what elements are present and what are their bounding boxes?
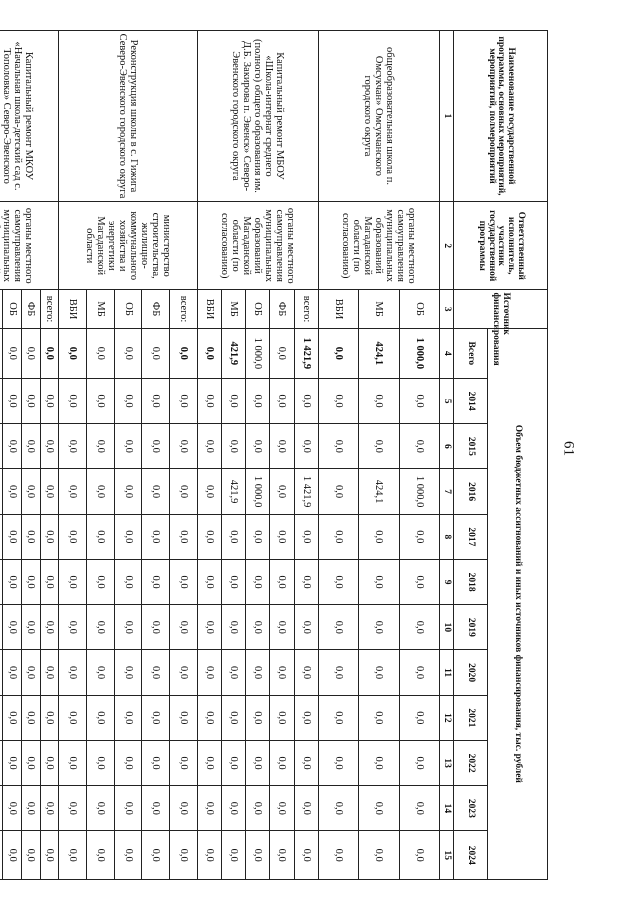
year-value: 0,0 (59, 831, 87, 880)
total-value: 0,0 (197, 328, 221, 378)
year-value: 0,0 (40, 650, 59, 695)
year-value: 0,0 (359, 740, 399, 785)
responsible-executor: органы местного самоуправления муниципальных (0, 201, 59, 290)
header-responsible: Ответственный исполнитель, участник государственной программы (454, 201, 548, 290)
funding-source: ФБ (270, 290, 294, 328)
year-value: 0,0 (318, 469, 358, 514)
header-colnum-10: 10 (440, 605, 454, 650)
year-value: 0,0 (197, 740, 221, 785)
year-value: 0,0 (359, 424, 399, 469)
year-value: 0,0 (142, 740, 170, 785)
year-value: 0,0 (197, 424, 221, 469)
year-value (0, 605, 3, 650)
year-value: 0,0 (246, 831, 270, 880)
year-value: 0,0 (40, 469, 59, 514)
total-value: 424,1 (359, 328, 399, 378)
year-value: 0,0 (87, 650, 115, 695)
year-value: 424,1 (359, 469, 399, 514)
funding-source: всего: (294, 290, 318, 328)
year-value: 0,0 (399, 605, 439, 650)
year-value: 0,0 (40, 605, 59, 650)
year-value: 0,0 (270, 469, 294, 514)
table-row (294, 31, 318, 880)
year-value: 0,0 (246, 514, 270, 559)
year-value: 0,0 (22, 514, 41, 559)
header-volume: Объем бюджетных ассигнований и иных источников финансирования, тыс. рублей (488, 328, 548, 879)
year-value: 0,0 (59, 786, 87, 831)
year-value: 0,0 (399, 514, 439, 559)
year-value: 0,0 (318, 559, 358, 604)
total-value: 0,0 (270, 328, 294, 378)
year-value: 0,0 (114, 469, 142, 514)
year-value (0, 514, 3, 559)
year-value: 0,0 (221, 605, 245, 650)
year-value: 0,0 (270, 378, 294, 423)
year-value: 0,0 (114, 695, 142, 740)
measure-name: Капитальный ремонт МКОУ «Начальная школа-детский сад с. Тополовка» Северо-Эвенского (0, 31, 59, 202)
year-value: 0,0 (197, 378, 221, 423)
year-value: 0,0 (142, 695, 170, 740)
header-colnum-15: 15 (440, 831, 454, 880)
header-year-2022: 2022 (454, 740, 488, 785)
header-year-2018: 2018 (454, 559, 488, 604)
total-value: 0,0 (59, 328, 87, 378)
header-source: Источник финансирования (454, 290, 548, 328)
year-value: 0,0 (270, 695, 294, 740)
year-value: 0,0 (40, 740, 59, 785)
year-value: 0,0 (3, 424, 22, 469)
year-value: 0,0 (197, 514, 221, 559)
funding-source (0, 290, 3, 328)
year-value: 0,0 (169, 514, 197, 559)
year-value: 0,0 (246, 740, 270, 785)
year-value (0, 786, 3, 831)
year-value: 1 421,9 (294, 469, 318, 514)
year-value: 0,0 (22, 605, 41, 650)
header-colnum-11: 11 (440, 650, 454, 695)
responsible-executor: органы местного самоуправления муниципальных образований Магаданской области (по согласованию) (318, 201, 439, 290)
total-value: 0,0 (22, 328, 41, 378)
year-value: 0,0 (294, 740, 318, 785)
year-value: 0,0 (294, 514, 318, 559)
measure-name: Капитальный ремонт МБОУ «Школа-интернат среднего (полного) общего образования им. Д.Б. Закирова п. Эвенск» Северо-Эвенского городского округа (197, 31, 318, 202)
header-year-2016: 2016 (454, 469, 488, 514)
year-value: 0,0 (169, 378, 197, 423)
year-value: 0,0 (114, 786, 142, 831)
year-value: 0,0 (87, 424, 115, 469)
year-value: 0,0 (270, 740, 294, 785)
year-value: 0,0 (22, 469, 41, 514)
year-value: 0,0 (114, 831, 142, 880)
total-value: 0,0 (40, 328, 59, 378)
year-value: 0,0 (318, 514, 358, 559)
year-value: 0,0 (59, 695, 87, 740)
year-value: 0,0 (142, 786, 170, 831)
funding-source: ФБ (22, 290, 41, 328)
year-value: 0,0 (59, 559, 87, 604)
year-value: 0,0 (59, 424, 87, 469)
year-value (0, 559, 3, 604)
year-value: 0,0 (87, 831, 115, 880)
year-value: 0,0 (197, 650, 221, 695)
header-colnum-6: 6 (440, 424, 454, 469)
year-value: 0,0 (359, 559, 399, 604)
year-value: 0,0 (87, 740, 115, 785)
year-value: 0,0 (3, 831, 22, 880)
year-value (0, 650, 3, 695)
year-value: 0,0 (246, 378, 270, 423)
header-year-2017: 2017 (454, 514, 488, 559)
year-value: 0,0 (142, 469, 170, 514)
year-value: 0,0 (318, 605, 358, 650)
rotated-page (0, 30, 548, 880)
funding-source: всего: (169, 290, 197, 328)
table-row (169, 31, 197, 880)
funding-source: ОБ (3, 290, 22, 328)
year-value: 0,0 (221, 514, 245, 559)
header-colnum-13: 13 (440, 740, 454, 785)
year-value: 0,0 (246, 424, 270, 469)
year-value: 0,0 (87, 786, 115, 831)
year-value: 0,0 (169, 786, 197, 831)
header-colnum-7: 7 (440, 469, 454, 514)
year-value: 0,0 (3, 469, 22, 514)
year-value: 0,0 (22, 740, 41, 785)
funding-source: ВБИ (318, 290, 358, 328)
year-value: 0,0 (114, 650, 142, 695)
year-value: 0,0 (359, 514, 399, 559)
funding-source: МБ (221, 290, 245, 328)
year-value: 0,0 (3, 695, 22, 740)
year-value: 0,0 (294, 378, 318, 423)
year-value: 0,0 (87, 695, 115, 740)
page-number: 61 (560, 441, 577, 456)
year-value: 0,0 (40, 424, 59, 469)
total-value: 1 421,9 (294, 328, 318, 378)
year-value: 0,0 (87, 469, 115, 514)
total-value: 0,0 (318, 328, 358, 378)
measure-name: Реконструкция школы в с. Гижига Северо-Эвенского городского округа (59, 31, 197, 202)
year-value: 0,0 (22, 650, 41, 695)
header-year-2019: 2019 (454, 605, 488, 650)
year-value: 0,0 (294, 559, 318, 604)
year-value (0, 831, 3, 880)
year-value: 0,0 (59, 605, 87, 650)
year-value: 0,0 (270, 831, 294, 880)
year-value: 0,0 (142, 831, 170, 880)
year-value: 0,0 (318, 650, 358, 695)
year-value: 0,0 (3, 786, 22, 831)
year-value: 0,0 (294, 786, 318, 831)
header-year-2020: 2020 (454, 650, 488, 695)
year-value: 0,0 (142, 559, 170, 604)
year-value (0, 378, 3, 423)
year-value: 0,0 (114, 605, 142, 650)
year-value: 0,0 (221, 559, 245, 604)
year-value: 0,0 (359, 786, 399, 831)
year-value: 0,0 (22, 786, 41, 831)
year-value (0, 695, 3, 740)
year-value: 0,0 (169, 740, 197, 785)
year-value: 0,0 (270, 650, 294, 695)
header-numbers-row (440, 31, 454, 880)
year-value: 1 000,0 (399, 469, 439, 514)
header-colnum-9: 9 (440, 559, 454, 604)
table-row (40, 31, 59, 880)
funding-source: МБ (359, 290, 399, 328)
year-value: 0,0 (142, 378, 170, 423)
year-value: 0,0 (169, 695, 197, 740)
year-value: 0,0 (40, 786, 59, 831)
year-value: 0,0 (270, 424, 294, 469)
year-value: 0,0 (3, 378, 22, 423)
header-colnum-4: 4 (440, 328, 454, 378)
year-value: 0,0 (87, 514, 115, 559)
funding-source: ОБ (399, 290, 439, 328)
header-colnum-12: 12 (440, 695, 454, 740)
year-value: 0,0 (246, 559, 270, 604)
year-value: 0,0 (169, 469, 197, 514)
year-value: 0,0 (197, 605, 221, 650)
year-value: 421,9 (221, 469, 245, 514)
year-value: 0,0 (270, 605, 294, 650)
year-value: 0,0 (294, 424, 318, 469)
year-value: 0,0 (221, 740, 245, 785)
year-value: 0,0 (318, 831, 358, 880)
year-value: 0,0 (270, 559, 294, 604)
year-value: 0,0 (59, 650, 87, 695)
year-value: 0,0 (318, 424, 358, 469)
funding-source: всего: (40, 290, 59, 328)
year-value: 0,0 (359, 605, 399, 650)
year-value: 0,0 (294, 695, 318, 740)
year-value: 0,0 (399, 695, 439, 740)
header-year-2014: 2014 (454, 378, 488, 423)
year-value: 0,0 (246, 695, 270, 740)
total-value (0, 328, 3, 378)
year-value: 0,0 (399, 424, 439, 469)
year-value: 0,0 (399, 831, 439, 880)
header-colnum-2: 2 (440, 201, 454, 290)
header-year-2024: 2024 (454, 831, 488, 880)
year-value: 0,0 (22, 559, 41, 604)
responsible-executor: министерство строительства, жилищно-коммунального хозяйства и энергетики Магаданской области (59, 201, 197, 290)
year-value: 0,0 (294, 650, 318, 695)
year-value: 0,0 (359, 831, 399, 880)
year-value: 0,0 (169, 424, 197, 469)
funding-source: ОБ (114, 290, 142, 328)
year-value: 0,0 (221, 424, 245, 469)
year-value: 0,0 (114, 514, 142, 559)
year-value (0, 424, 3, 469)
year-value: 0,0 (114, 740, 142, 785)
table-body (0, 31, 440, 880)
year-value: 0,0 (114, 559, 142, 604)
total-value: 0,0 (169, 328, 197, 378)
year-value: 0,0 (59, 740, 87, 785)
year-value: 0,0 (246, 605, 270, 650)
year-value: 0,0 (246, 650, 270, 695)
header-year-2015: 2015 (454, 424, 488, 469)
funding-source: ВБИ (197, 290, 221, 328)
year-value: 0,0 (142, 605, 170, 650)
header-colnum-3: 3 (440, 290, 454, 328)
header-colnum-14: 14 (440, 786, 454, 831)
year-value: 0,0 (22, 831, 41, 880)
year-value: 0,0 (40, 514, 59, 559)
total-value: 0,0 (87, 328, 115, 378)
total-value: 0,0 (114, 328, 142, 378)
year-value: 0,0 (169, 605, 197, 650)
year-value: 0,0 (318, 740, 358, 785)
year-value: 0,0 (221, 695, 245, 740)
year-value: 0,0 (59, 469, 87, 514)
year-value: 0,0 (197, 831, 221, 880)
year-value: 0,0 (40, 378, 59, 423)
year-value: 0,0 (221, 786, 245, 831)
year-value: 0,0 (142, 514, 170, 559)
year-value (0, 469, 3, 514)
year-value: 0,0 (142, 650, 170, 695)
year-value: 0,0 (399, 559, 439, 604)
year-value: 0,0 (40, 559, 59, 604)
year-value: 0,0 (359, 378, 399, 423)
year-value: 0,0 (22, 378, 41, 423)
year-value: 0,0 (169, 559, 197, 604)
year-value: 0,0 (22, 695, 41, 740)
year-value: 0,0 (59, 378, 87, 423)
year-value: 0,0 (40, 695, 59, 740)
table-header (440, 31, 548, 880)
year-value: 0,0 (169, 650, 197, 695)
year-value: 0,0 (359, 650, 399, 695)
measure-name: общеобразовательная школа п. Омсукчан» Омсукчанского городского округа (318, 31, 439, 202)
year-value: 0,0 (399, 740, 439, 785)
year-value: 0,0 (359, 695, 399, 740)
funding-source: ФБ (142, 290, 170, 328)
year-value: 0,0 (3, 740, 22, 785)
year-value: 0,0 (197, 695, 221, 740)
header-colnum-1: 1 (440, 31, 454, 202)
year-value: 0,0 (169, 831, 197, 880)
year-value: 1 000,0 (246, 469, 270, 514)
year-value: 0,0 (270, 514, 294, 559)
header-colnum-8: 8 (440, 514, 454, 559)
year-value: 0,0 (197, 559, 221, 604)
year-value: 0,0 (294, 831, 318, 880)
header-year-2021: 2021 (454, 695, 488, 740)
funding-source: ОБ (246, 290, 270, 328)
year-value: 0,0 (246, 786, 270, 831)
total-value: 421,9 (221, 328, 245, 378)
header-total: Всего (454, 328, 488, 378)
year-value: 0,0 (399, 650, 439, 695)
funding-source: МБ (87, 290, 115, 328)
total-value: 1 000,0 (399, 328, 439, 378)
responsible-executor: органы местного самоуправления муниципальных образований Магаданской области (по согласованию) (197, 201, 318, 290)
year-value: 0,0 (221, 831, 245, 880)
header-colnum-5: 5 (440, 378, 454, 423)
funding-source: ВБИ (59, 290, 87, 328)
year-value: 0,0 (399, 786, 439, 831)
year-value: 0,0 (197, 469, 221, 514)
year-value: 0,0 (3, 559, 22, 604)
year-value: 0,0 (87, 605, 115, 650)
year-value: 0,0 (399, 378, 439, 423)
header-year-2023: 2023 (454, 786, 488, 831)
financing-table (0, 30, 548, 880)
year-value: 0,0 (3, 650, 22, 695)
year-value: 0,0 (3, 514, 22, 559)
table-row (399, 31, 439, 880)
total-value: 1 000,0 (246, 328, 270, 378)
year-value: 0,0 (294, 605, 318, 650)
year-value: 0,0 (114, 378, 142, 423)
year-value: 0,0 (22, 424, 41, 469)
year-value: 0,0 (59, 514, 87, 559)
total-value: 0,0 (3, 328, 22, 378)
year-value: 0,0 (318, 378, 358, 423)
year-value: 0,0 (87, 559, 115, 604)
year-value: 0,0 (318, 786, 358, 831)
year-value (0, 740, 3, 785)
year-value: 0,0 (40, 831, 59, 880)
year-value: 0,0 (270, 786, 294, 831)
year-value: 0,0 (197, 786, 221, 831)
header-name: Наименование государственной программы, основных мероприятий, мероприятий, полмероприятий (454, 31, 548, 202)
year-value: 0,0 (3, 605, 22, 650)
year-value: 0,0 (142, 424, 170, 469)
year-value: 0,0 (87, 378, 115, 423)
year-value: 0,0 (114, 424, 142, 469)
year-value: 0,0 (318, 695, 358, 740)
total-value: 0,0 (142, 328, 170, 378)
year-value: 0,0 (221, 378, 245, 423)
year-value: 0,0 (221, 650, 245, 695)
